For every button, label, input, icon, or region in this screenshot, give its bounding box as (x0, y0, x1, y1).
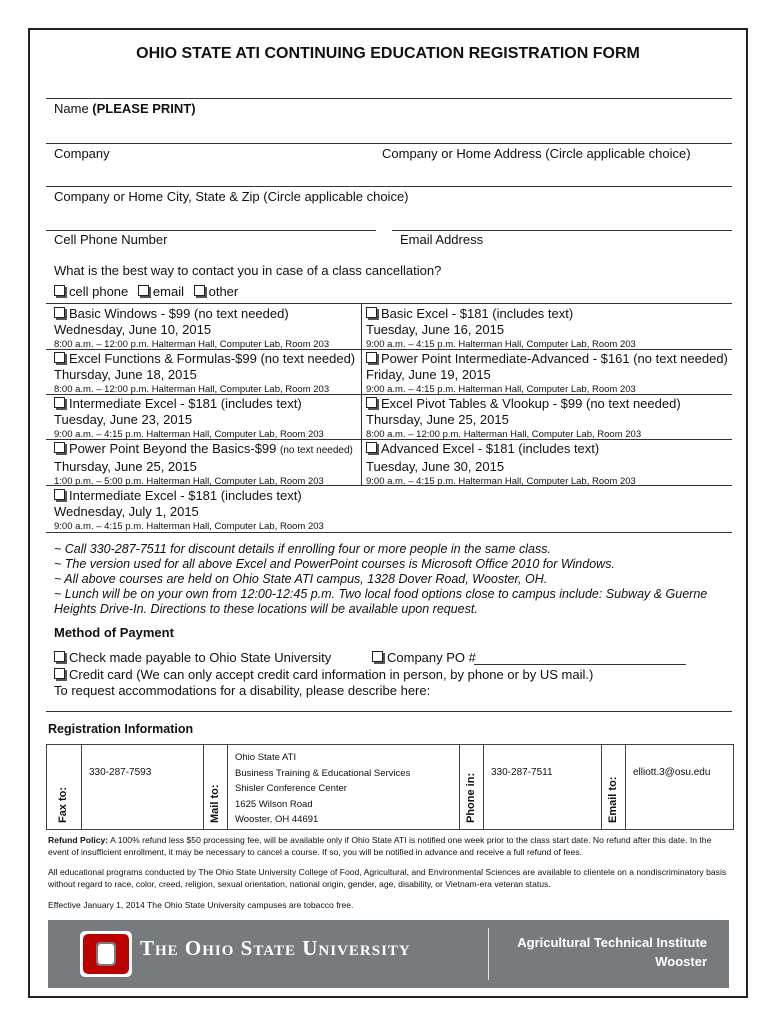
course-time: 8:00 a.m. – 12:00 p.m. Halterman Hall, Computer Lab, Room 203 (54, 384, 330, 395)
checkbox-icon[interactable] (366, 397, 377, 408)
checkbox-icon[interactable] (194, 285, 205, 296)
course-time: 8:00 a.m. – 12:00 p.m. Halterman Hall, Computer Lab, Room 203 (54, 339, 330, 350)
mail-label: Mail to: (209, 784, 221, 823)
course-intermediate-excel-july[interactable]: Intermediate Excel - $181 (includes text) Wednesday, July 1, 2015 9:00 a.m. – 4:15 p.m. Halterman Hall, Computer Lab, Room 203 (54, 488, 324, 532)
mail-label-cell (203, 745, 228, 829)
courses-top-line (46, 303, 732, 304)
checkbox-icon[interactable] (366, 307, 377, 318)
accommodations-line[interactable] (46, 711, 732, 712)
course-date: Tuesday, June 30, 2015 (366, 459, 505, 474)
course-date: Thursday, June 18, 2015 (54, 367, 197, 382)
form-frame (28, 28, 748, 998)
address-label: Company or Home Address (Circle applicable choice) (382, 146, 691, 161)
checkbox-icon[interactable] (54, 397, 65, 408)
university-name: The Ohio State University (140, 936, 411, 960)
payment-credit-option[interactable]: Credit card (We can only accept credit card information in person, by phone or by US mail.) (54, 667, 593, 682)
refund-policy: Refund Policy: A 100% refund less $50 processing fee, will be available only if Ohio State ATI is notified one week prior to the class start date. No refund after this date. In the event of insufficient enrollment, it may be necessary to cancel a course. If so, you will be notified in advance and receive a full refund of fees. (48, 835, 712, 857)
contact-email-option[interactable]: email (138, 284, 184, 299)
course-time: 9:00 a.m. – 4:15 p.m. Halterman Hall, Computer Lab, Room 203 (54, 429, 324, 440)
registration-table (46, 744, 734, 830)
checkbox-icon[interactable] (138, 285, 149, 296)
course-time: 9:00 a.m. – 4:15 p.m. Halterman Hall, Computer Lab, Room 203 (366, 384, 636, 395)
course-date: Friday, June 19, 2015 (366, 367, 491, 382)
course-time: 9:00 a.m. – 4:15 p.m. Halterman Hall, Computer Lab, Room 203 (366, 476, 636, 487)
checkbox-icon[interactable] (54, 668, 65, 679)
email-label-reg: Email to: (607, 776, 619, 823)
payment-po-option[interactable]: Company PO # (372, 650, 476, 665)
course-powerpoint-intermediate[interactable]: Power Point Intermediate-Advanced - $161 (no text needed) Friday, June 19, 2015 9:00 a.m. – 4:15 p.m. Halterman Hall, Computer Lab, Room 203 (366, 351, 728, 395)
column-divider (361, 303, 362, 485)
fax-label-cell (47, 745, 82, 829)
payment-check-option[interactable]: Check made payable to Ohio State University (54, 650, 331, 665)
name-label: Name (PLEASE PRINT) (54, 101, 196, 116)
email-cell (625, 745, 733, 829)
checkbox-icon[interactable] (366, 352, 377, 363)
course-time: 1:00 p.m. – 5:00 p.m. Halterman Hall, Computer Lab, Room 203 (54, 476, 324, 487)
checkbox-icon[interactable] (54, 442, 65, 453)
institute-name: Agricultural Technical Institute Wooster (517, 935, 707, 969)
course-date: Wednesday, June 10, 2015 (54, 322, 212, 337)
university-banner (48, 920, 729, 988)
checkbox-icon[interactable] (54, 651, 65, 662)
contact-question: What is the best way to contact you in case of a class cancellation? (54, 263, 442, 278)
course-powerpoint-beyond[interactable]: Power Point Beyond the Basics-$99 (no text needed) Thursday, June 25, 2015 1:00 p.m. – 5:00 p.m. Halterman Hall, Computer Lab, Room 203 (54, 441, 353, 487)
contact-cell-option[interactable]: cell phone (54, 284, 128, 299)
course-time: 9:00 a.m. – 4:15 p.m. Halterman Hall, Computer Lab, Room 203 (54, 521, 324, 532)
email-address: elliott.3@osu.edu (633, 767, 711, 778)
company-line (46, 143, 732, 144)
note-version: ~ The version used for all above Excel and PowerPoint courses is Microsoft Office 2010 for Windows. (54, 557, 615, 571)
contact-other-option[interactable]: other (194, 284, 239, 299)
course-time: 9:00 a.m. – 4:15 p.m. Halterman Hall, Computer Lab, Room 203 (366, 339, 636, 350)
courses-bottom-line (46, 532, 732, 533)
payment-heading: Method of Payment (54, 625, 174, 640)
email-label-cell (601, 745, 626, 829)
course-advanced-excel[interactable]: Advanced Excel - $181 (includes text) Tuesday, June 30, 2015 9:00 a.m. – 4:15 p.m. Halterman Hall, Computer Lab, Room 203 (366, 441, 636, 487)
course-date: Thursday, June 25, 2015 (366, 412, 509, 427)
fax-cell (81, 745, 204, 829)
course-excel-pivot[interactable]: Excel Pivot Tables & Vlookup - $99 (no text needed) Thursday, June 25, 2015 8:00 a.m. – 12:00 p.m. Halterman Hall, Computer Lab, Room 203 (366, 396, 681, 440)
cell-label: Cell Phone Number (54, 232, 168, 247)
checkbox-icon[interactable] (372, 651, 383, 662)
checkbox-icon[interactable] (54, 489, 65, 500)
course-date: Tuesday, June 23, 2015 (54, 412, 193, 427)
contact-options (54, 284, 238, 299)
form-title: OHIO STATE ATI CONTINUING EDUCATION REGISTRATION FORM (136, 45, 640, 62)
fax-label: Fax to: (57, 786, 69, 823)
checkbox-icon[interactable] (366, 442, 377, 453)
city-label: Company or Home City, State & Zip (Circle applicable choice) (54, 189, 409, 204)
phone-label-cell (459, 745, 484, 829)
nondiscrimination-statement: All educational programs conducted by The Ohio State University College of Food, Agricultural, and Environmental Sciences are available to clientele on a nondiscriminatory basis without regard to race, color, creed, religion, sexual orientation, national origin, gender, age, disability, or Vietnam-era veteran status. (48, 867, 727, 889)
cell-line (46, 230, 376, 231)
checkbox-icon[interactable] (54, 307, 65, 318)
note-lunch: ~ Lunch will be on your own from 12:00-12:45 p.m. Two local food options close to campus include: Subway & Guerne Heights Drive-In. Directions to these locations will be available upon request. (54, 587, 708, 616)
phone-cell (483, 745, 602, 829)
course-basic-excel[interactable]: Basic Excel - $181 (includes text) Tuesday, June 16, 2015 9:00 a.m. – 4:15 p.m. Halterman Hall, Computer Lab, Room 203 (366, 306, 636, 350)
course-date: Tuesday, June 16, 2015 (366, 322, 505, 337)
email-label: Email Address (400, 232, 484, 247)
company-label: Company (54, 146, 110, 161)
name-line (46, 98, 732, 99)
course-basic-windows[interactable]: Basic Windows - $99 (no text needed) Wednesday, June 10, 2015 8:00 a.m. – 12:00 p.m. Halterman Hall, Computer Lab, Room 203 (54, 306, 330, 350)
note-discount: ~ Call 330-287-7511 for discount details if enrolling four or more people in the same class. (54, 542, 551, 556)
block-o-logo-icon (76, 923, 136, 985)
tobacco-statement: Effective January 1, 2014 The Ohio State University campuses are tobacco free. (48, 900, 354, 910)
registration-heading: Registration Information (48, 722, 194, 736)
fax-number: 330-287-7593 (89, 767, 152, 778)
accommodations-label: To request accommodations for a disability, please describe here: (54, 683, 431, 698)
note-location: ~ All above courses are held on Ohio State ATI campus, 1328 Dover Road, Wooster, OH. (54, 572, 548, 586)
phone-number: 330-287-7511 (491, 767, 553, 778)
mail-cell (227, 745, 460, 829)
checkbox-icon[interactable] (54, 352, 65, 363)
course-intermediate-excel-june[interactable]: Intermediate Excel - $181 (includes text) Tuesday, June 23, 2015 9:00 a.m. – 4:15 p.m. Halterman Hall, Computer Lab, Room 203 (54, 396, 324, 440)
course-time: 8:00 a.m. – 12:00 p.m. Halterman Hall, Computer Lab, Room 203 (366, 429, 642, 440)
phone-label: Phone in: (465, 772, 477, 823)
course-date: Thursday, June 25, 2015 (54, 459, 197, 474)
checkbox-icon[interactable] (54, 285, 65, 296)
email-line (392, 230, 732, 231)
po-number-line[interactable] (474, 664, 686, 665)
course-notes (54, 542, 724, 617)
course-excel-functions[interactable]: Excel Functions & Formulas-$99 (no text needed) Thursday, June 18, 2015 8:00 a.m. – 12:00 p.m. Halterman Hall, Computer Lab, Room 203 (54, 351, 356, 395)
mail-address: Ohio State ATI Business Training & Educational Services Shisler Conference Center 1625 Wilson Road Wooster, OH 44691 (235, 752, 411, 825)
city-line (46, 186, 732, 187)
course-date: Wednesday, July 1, 2015 (54, 504, 199, 519)
